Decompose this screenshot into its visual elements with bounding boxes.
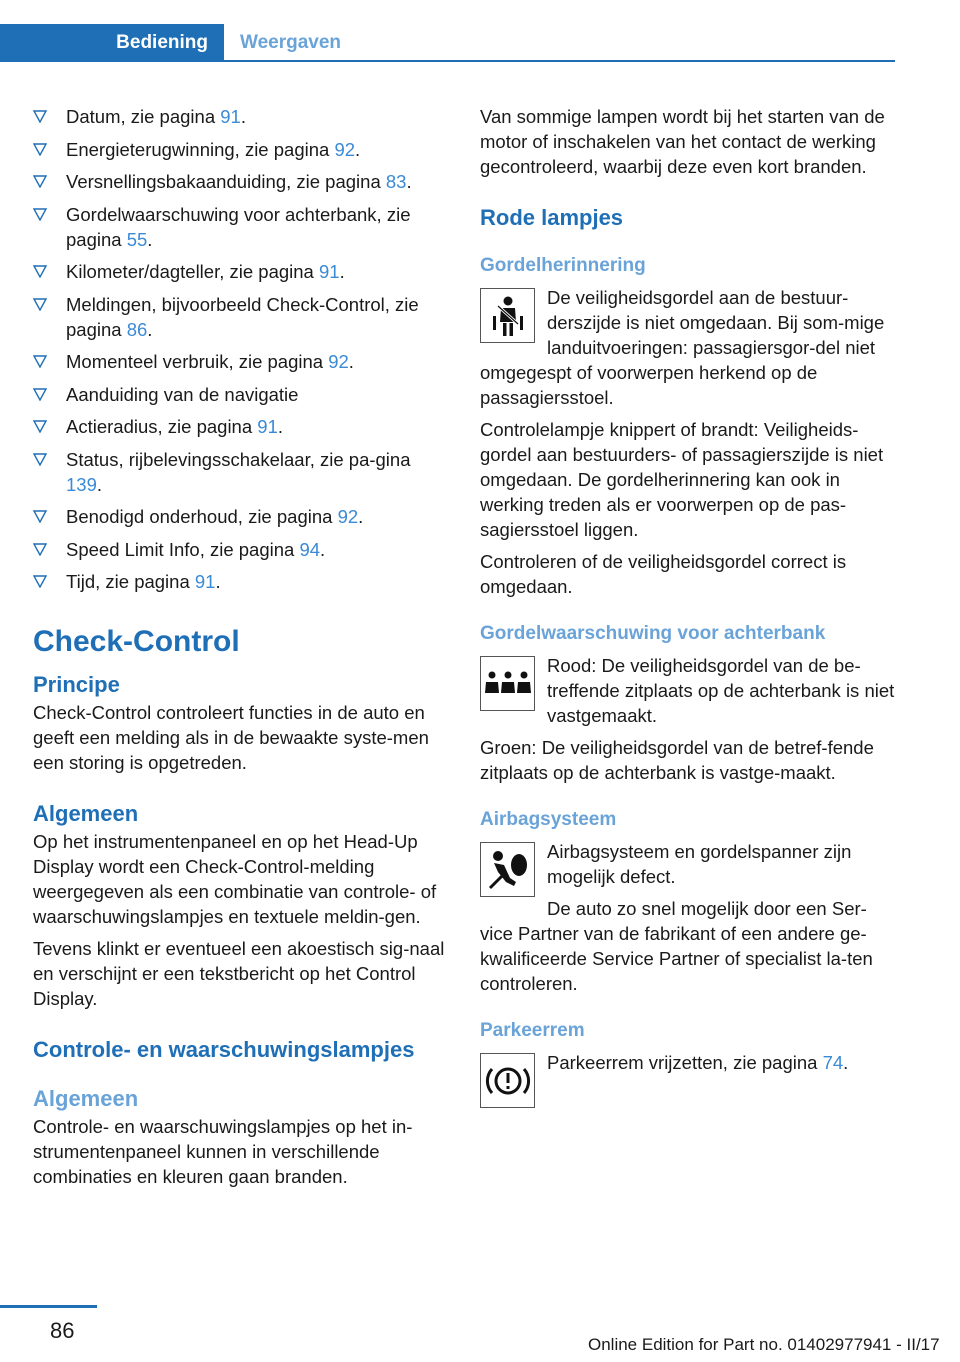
section-title-check-control: Check-Control (33, 625, 240, 658)
bullet-list (33, 104, 448, 594)
heading-algemeen-2: Algemeen (33, 1086, 139, 1111)
achterbank-row (480, 653, 895, 728)
triangle-bullet-icon (33, 575, 47, 588)
triangle-bullet-icon (33, 453, 47, 466)
triangle-bullet-icon (33, 110, 47, 123)
heading-parkeerrem: Parkeerrem (480, 1020, 585, 1041)
triangle-bullet-icon (33, 510, 47, 523)
rear-seatbelt-icon (480, 656, 535, 711)
airbag-row (480, 839, 895, 996)
left-column (33, 104, 448, 1189)
algemeen-text-2: Tevens klinkt er eventueel een akoestisch sig‐naal en verschijnt er een tekstbericht op het Control Display. (33, 938, 445, 1009)
intro-text: Van sommige lampen wordt bij het starten van de motor of inschakelen van het contact de werking gecontroleerd, waarbij deze even kort branden. (480, 106, 885, 177)
page-link[interactable]: 86 (126, 318, 148, 340)
triangle-bullet-icon (33, 265, 47, 278)
principe-text: Check-Control controleert functies in de auto en geeft een melding als in de bewaakte syste‐men een storing is opgetreden. (33, 702, 429, 773)
footer-rule (0, 1305, 97, 1308)
list-item: Status, rijbelevingsschakelaar, zie pa‐gina 139. (33, 447, 448, 497)
page-link[interactable]: 91 (194, 571, 216, 592)
triangle-bullet-icon (33, 175, 47, 188)
triangle-bullet-icon (33, 355, 47, 368)
heading-algemeen: Algemeen (33, 801, 139, 826)
triangle-bullet-icon (33, 298, 47, 311)
page-link[interactable]: 91 (257, 416, 278, 437)
gordel-text-1: De veiligheidsgordel aan de bestuur‐derszijde is niet omgedaan. Bij som‐mige landuitvoeringen: passagiersgor‐del niet omgegespt of voorwerpen herkend op de passagiersstoel. (480, 287, 885, 408)
triangle-bullet-icon (33, 420, 47, 433)
list-item: Gordelwaarschuwing voor achterbank, zie pagina 55. (33, 202, 448, 252)
heading-rode-lampjes: Rode lampjes (480, 205, 624, 230)
list-item: Versnellingsbakaanduiding, zie pagina 83. (33, 169, 448, 194)
list-item: Meldingen, bijvoorbeeld Check-Control, zie pagina 86. (33, 292, 448, 342)
airbag-text-1: Airbagsysteem en gordelspanner zijn mogelijk defect. (547, 841, 852, 887)
edition-text: Online Edition for Part no. 01402977941 - II/17 (588, 1335, 940, 1354)
list-item: Aanduiding van de navigatie (33, 382, 448, 407)
gordel-row (480, 285, 895, 410)
list-item: Benodigd onderhoud, zie pagina 92. (33, 504, 448, 529)
page-link[interactable]: 91 (220, 106, 241, 127)
right-column (480, 104, 895, 1112)
heading-gordelherinnering: Gordelherinnering (480, 255, 646, 276)
parkeer-text: Parkeerrem vrijzetten, zie pagina 74. (547, 1052, 849, 1073)
list-item: Kilometer/dagteller, zie pagina 91. (33, 259, 448, 284)
airbag-icon (480, 842, 535, 897)
seatbelt-warning-icon (480, 288, 535, 343)
header-tabbar (0, 24, 895, 62)
page-number: 86 (50, 1318, 75, 1343)
page-link[interactable]: 94 (299, 538, 321, 560)
airbag-text-2: De auto zo snel mogelijk door een Ser‐vice Partner van de fabrikant of een andere ge‐kwalificeerde Service Partner of specialist la‐ten controleren. (480, 898, 873, 994)
page-link[interactable]: 139 (66, 473, 97, 495)
list-item: Actieradius, zie pagina 91. (33, 414, 448, 439)
achterbank-text-2: Groen: De veiligheidsgordel van de betref‐fende zitplaats op de achterbank is vastge‐maakt. (480, 737, 874, 783)
list-item: Datum, zie pagina 91. (33, 104, 448, 129)
page-link[interactable]: 74 (822, 1052, 844, 1073)
list-item: Tijd, zie pagina 91. (33, 569, 448, 594)
list-item: Speed Limit Info, zie pagina 94. (33, 537, 448, 562)
gordel-text-2: Controlelampje knippert of brandt: Veiligheids‐gordel aan bestuurders- of passagierszijde is niet omgedaan. De gordelherinnering kan ook in werking treden als er voorwerpen op de pas‐sagiersstoel liggen. (480, 419, 884, 540)
page-link[interactable]: 92 (337, 506, 359, 527)
page-link[interactable]: 91 (318, 261, 340, 282)
tab-weergaven[interactable]: Weergaven (240, 32, 342, 53)
page-link[interactable]: 55 (126, 228, 148, 250)
algemeen-text-1: Op het instrumentenpaneel en op het Head-Up Display wordt een Check-Control-melding weergegeven als een combinatie van controle- of waarschuwingslampjes en textuele meldin‐gen. (33, 831, 437, 927)
triangle-bullet-icon (33, 208, 47, 221)
list-item: Energieterugwinning, zie pagina 92. (33, 137, 448, 162)
heading-lampjes: Controle- en waarschuwingslampjes (33, 1037, 415, 1062)
algemeen-2-text: Controle- en waarschuwingslampjes op het in‐strumentenpaneel kunnen in verschillende combinaties en kleuren gaan branden. (33, 1116, 413, 1187)
page-link[interactable]: 92 (328, 351, 349, 372)
triangle-bullet-icon (33, 388, 47, 401)
tab-bediening[interactable]: Bediening (0, 24, 224, 62)
parkeer-row (480, 1050, 895, 1112)
page-link[interactable]: 83 (385, 171, 407, 192)
parking-brake-icon (480, 1053, 535, 1108)
list-item: Momenteel verbruik, zie pagina 92. (33, 349, 448, 374)
gordel-text-3: Controleren of de veiligheidsgordel correct is omgedaan. (480, 551, 847, 597)
heading-airbagsysteem: Airbagsysteem (480, 809, 617, 830)
achterbank-text-1: Rood: De veiligheidsgordel van de be‐treffende zitplaats op de achterbank is niet vastgemaakt. (547, 655, 895, 726)
page-link[interactable]: 92 (334, 138, 356, 160)
heading-gordelwaarschuwing-achterbank: Gordelwaarschuwing voor achterbank (480, 623, 826, 644)
triangle-bullet-icon (33, 543, 47, 556)
heading-principe: Principe (33, 672, 120, 697)
triangle-bullet-icon (33, 143, 47, 156)
